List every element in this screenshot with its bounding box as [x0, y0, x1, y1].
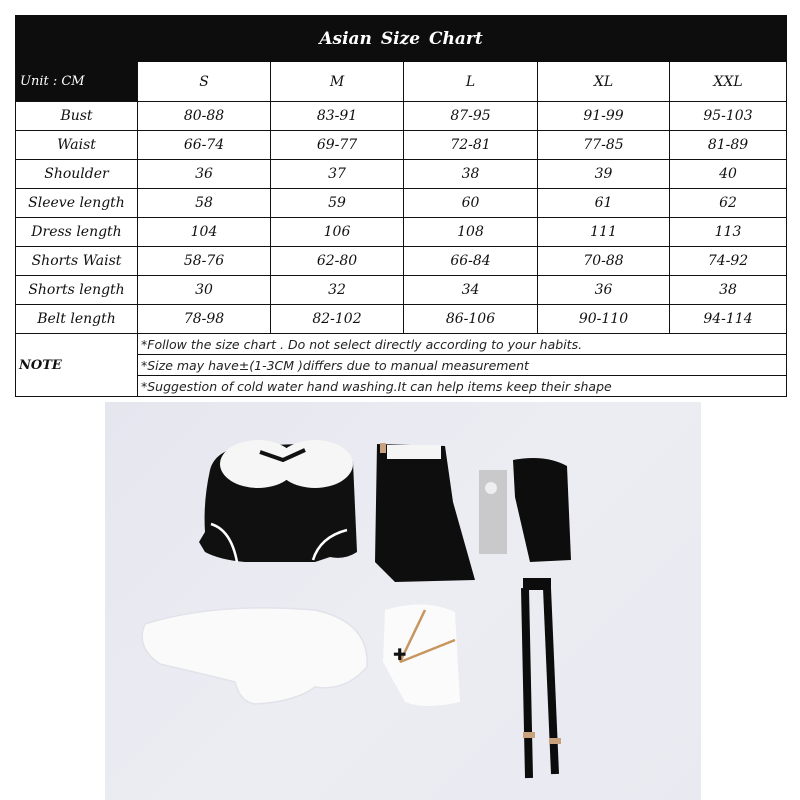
cell: 74-92 [670, 247, 787, 276]
cell: 59 [271, 189, 404, 218]
cell: 62 [670, 189, 787, 218]
size-header-s: S [138, 62, 271, 102]
cell: 83-91 [271, 102, 404, 131]
table-row-shorts-length [16, 276, 787, 305]
size-header-xxl: XXL [670, 62, 787, 102]
cell: 87-95 [404, 102, 538, 131]
cell: 91-99 [538, 102, 670, 131]
bodysuit-image [199, 440, 357, 562]
table-row-dress-length [16, 218, 787, 247]
product-flatlay-illustration [105, 402, 701, 800]
row-label: Shorts length [16, 276, 138, 305]
cell: 36 [138, 160, 271, 189]
cell: 77-85 [538, 131, 670, 160]
cell: 39 [538, 160, 670, 189]
cell: 81-89 [670, 131, 787, 160]
note-line: *Follow the size chart . Do not select directly according to your habits. [138, 334, 787, 355]
note-label: NOTE [16, 334, 138, 397]
cell: 82-102 [271, 305, 404, 334]
row-label: Bust [16, 102, 138, 131]
cell: 94-114 [670, 305, 787, 334]
cell: 36 [538, 276, 670, 305]
nurse-cap-image [383, 604, 460, 706]
row-label: Belt length [16, 305, 138, 334]
unit-label: Unit : CM [16, 62, 138, 102]
garter-straps-image [523, 578, 561, 778]
size-chart-title-row [16, 16, 787, 62]
cell: 66-84 [404, 247, 538, 276]
cell: 62-80 [271, 247, 404, 276]
note-line: *Size may have±(1-3CM )differs due to manual measurement [138, 355, 787, 376]
cell: 70-88 [538, 247, 670, 276]
product-tag-image [479, 470, 507, 554]
note-line: *Suggestion of cold water hand washing.It can help items keep their shape [138, 376, 787, 397]
cell: 95-103 [670, 102, 787, 131]
size-chart-table [15, 15, 787, 397]
table-row-shorts-waist [16, 247, 787, 276]
row-label: Shoulder [16, 160, 138, 189]
product-photo [105, 402, 701, 800]
skirt-image [375, 443, 475, 582]
cell: 69-77 [271, 131, 404, 160]
size-header-row [16, 62, 787, 102]
size-header-l: L [404, 62, 538, 102]
cell: 58-76 [138, 247, 271, 276]
cell: 61 [538, 189, 670, 218]
size-chart-title: Asian Size Chart [16, 16, 787, 62]
cell: 38 [670, 276, 787, 305]
cell: 108 [404, 218, 538, 247]
note-row-1 [16, 334, 787, 355]
table-row-belt-length [16, 305, 787, 334]
cross-icon: ✚ [393, 645, 407, 664]
cell: 60 [404, 189, 538, 218]
table-row-sleeve-length [16, 189, 787, 218]
row-label: Sleeve length [16, 189, 138, 218]
cell: 40 [670, 160, 787, 189]
cell: 104 [138, 218, 271, 247]
cell: 90-110 [538, 305, 670, 334]
cell: 30 [138, 276, 271, 305]
cell: 34 [404, 276, 538, 305]
cell: 111 [538, 218, 670, 247]
cell: 32 [271, 276, 404, 305]
size-header-xl: XL [538, 62, 670, 102]
cell: 80-88 [138, 102, 271, 131]
cell: 113 [670, 218, 787, 247]
cell: 37 [271, 160, 404, 189]
cell: 86-106 [404, 305, 538, 334]
size-header-m: M [271, 62, 404, 102]
cell: 72-81 [404, 131, 538, 160]
lace-sleeves-image [513, 458, 571, 562]
cell: 66-74 [138, 131, 271, 160]
cell: 78-98 [138, 305, 271, 334]
cell: 38 [404, 160, 538, 189]
table-row-waist [16, 131, 787, 160]
cell: 106 [271, 218, 404, 247]
table-row-shoulder [16, 160, 787, 189]
row-label: Waist [16, 131, 138, 160]
table-row-bust [16, 102, 787, 131]
cell: 58 [138, 189, 271, 218]
row-label: Shorts Waist [16, 247, 138, 276]
row-label: Dress length [16, 218, 138, 247]
bloomers-image [142, 608, 367, 704]
